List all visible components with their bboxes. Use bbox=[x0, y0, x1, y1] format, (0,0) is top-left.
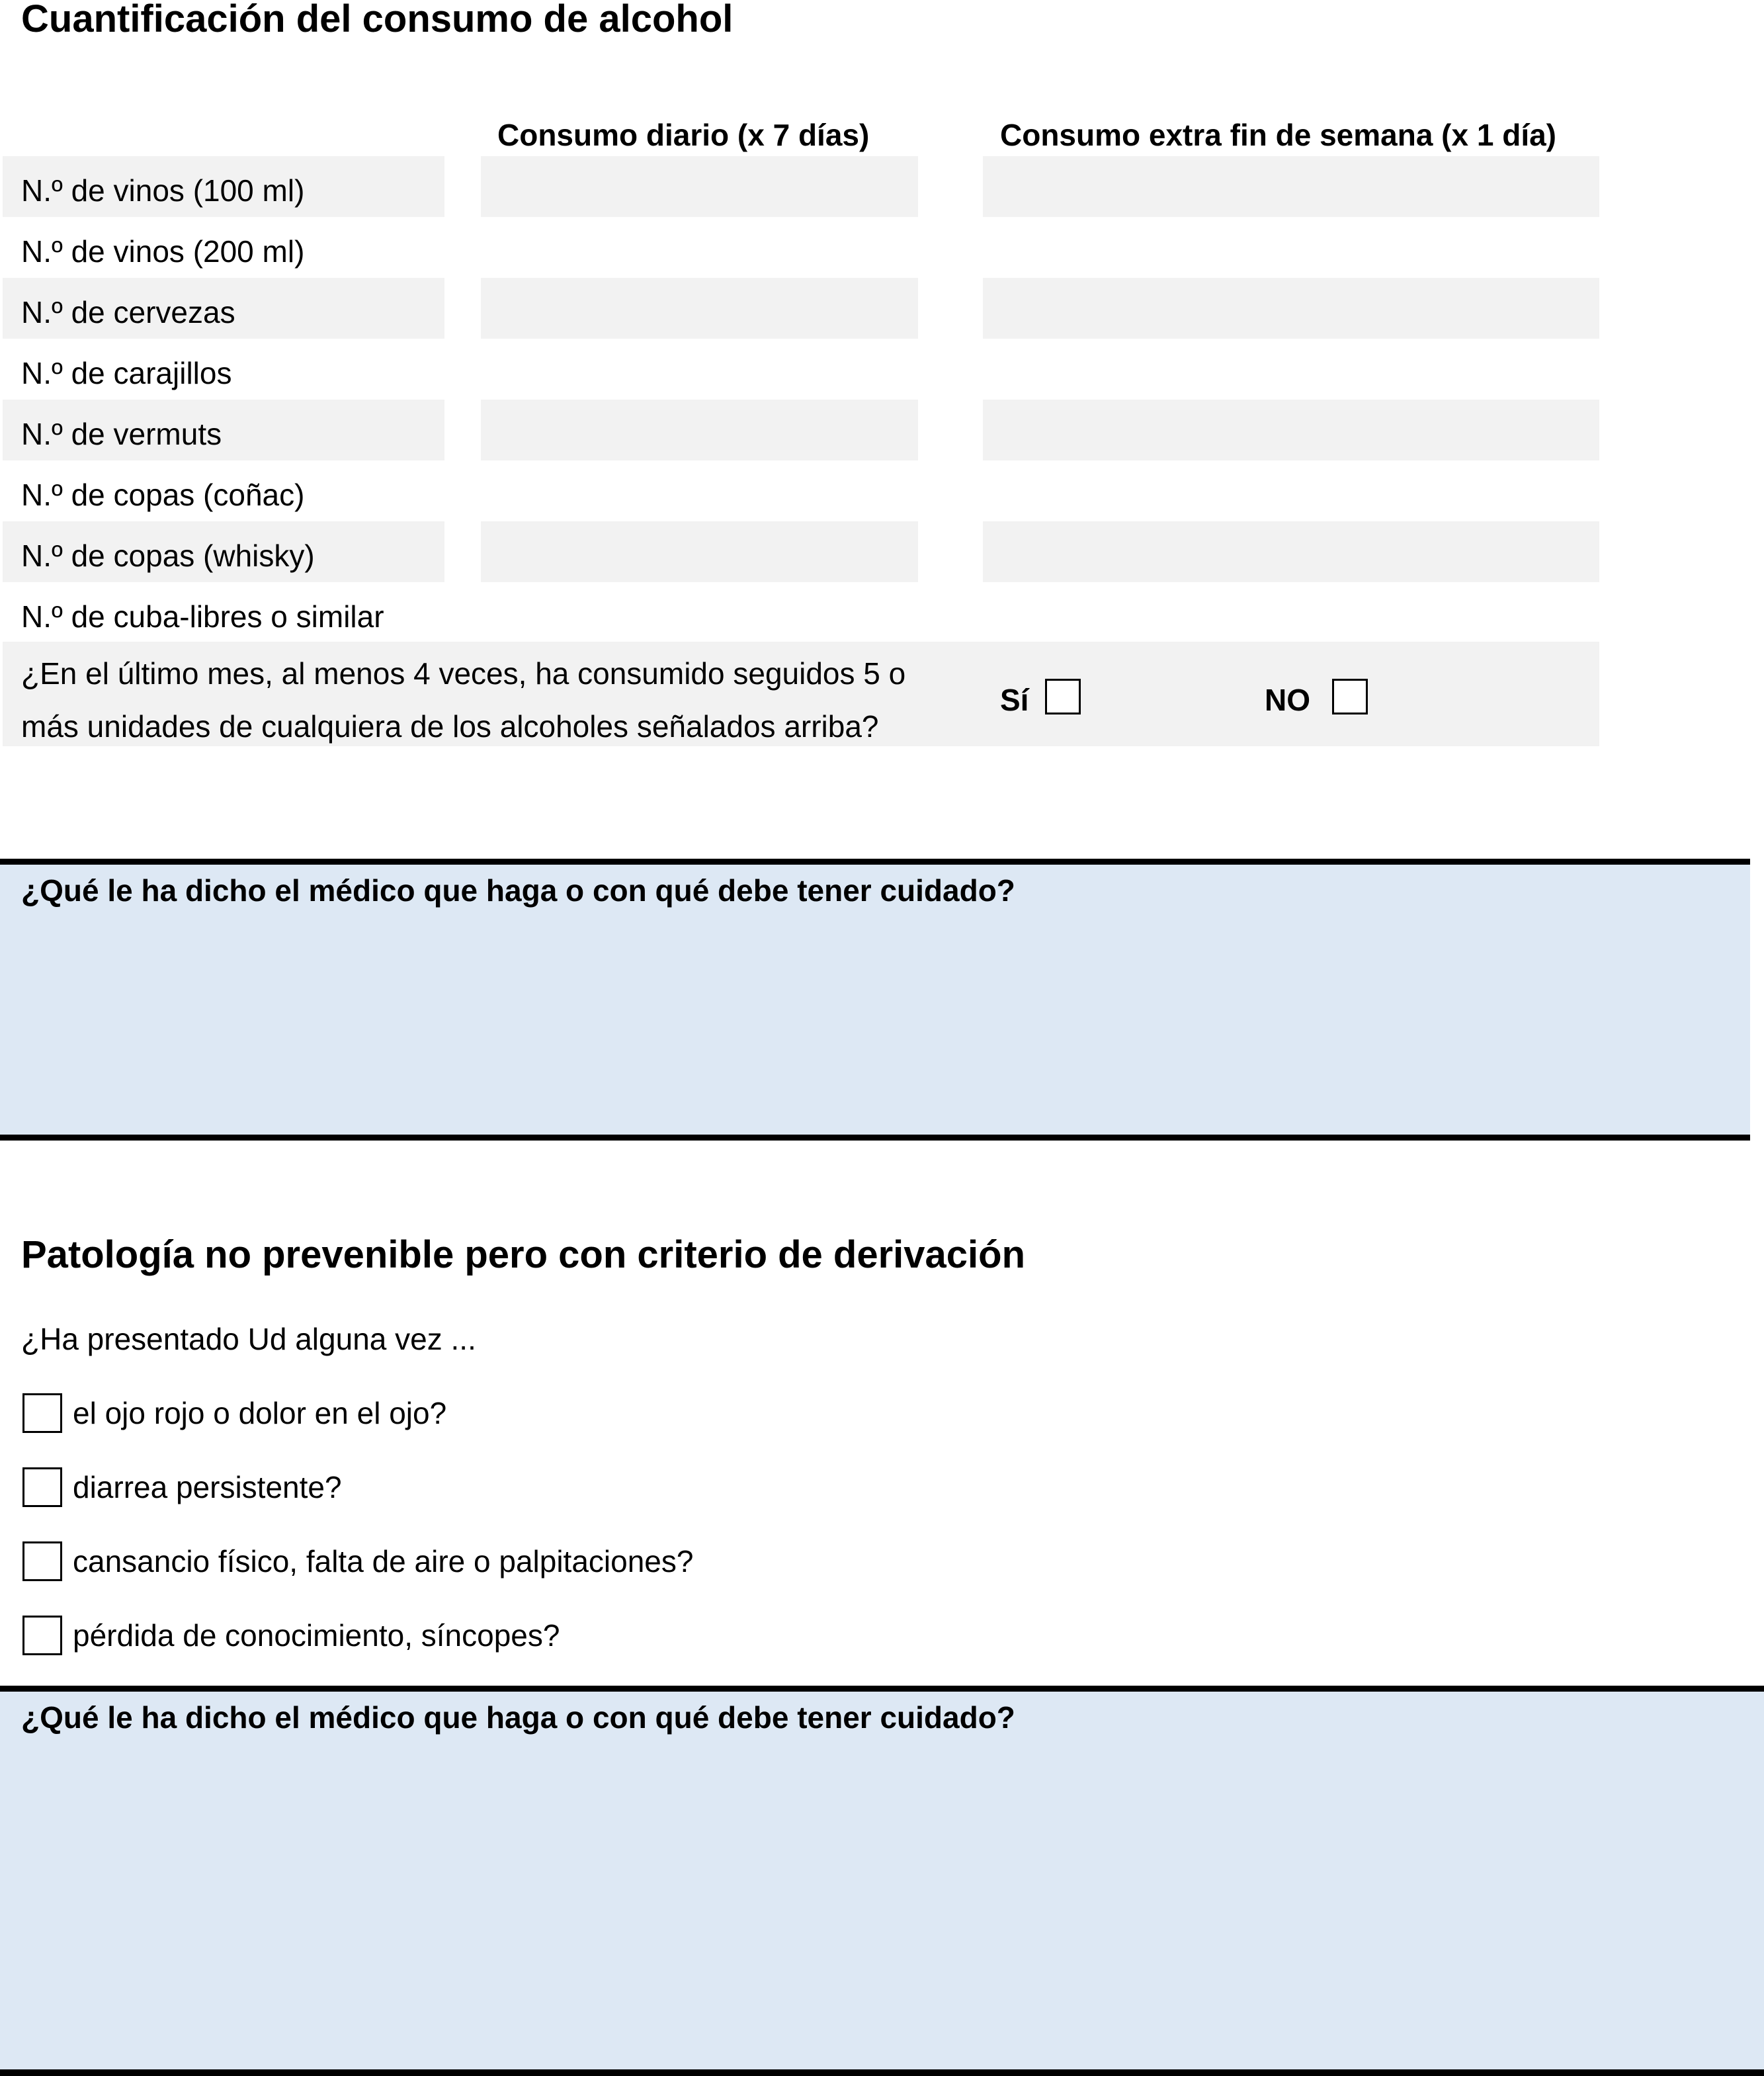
weekend-cell[interactable] bbox=[983, 339, 1599, 400]
binge-question-line2: más unidades de cualquiera de los alcoholes señalados arriba? bbox=[21, 709, 879, 744]
daily-input[interactable] bbox=[481, 521, 918, 582]
doctor-advice-question-2: ¿Qué le ha dicho el médico que haga o con qué debe tener cuidado? bbox=[21, 1700, 1015, 1735]
item-checkbox[interactable] bbox=[22, 1393, 62, 1433]
item-label: el ojo rojo o dolor en el ojo? bbox=[73, 1396, 447, 1430]
daily-cell[interactable] bbox=[481, 156, 918, 217]
row-label: N.º de carajillos bbox=[21, 356, 232, 390]
weekend-input[interactable] bbox=[983, 400, 1599, 460]
weekend-cell[interactable] bbox=[983, 400, 1599, 460]
no-label: NO bbox=[1265, 683, 1310, 717]
item-checkbox[interactable] bbox=[22, 1616, 62, 1655]
yes-checkbox[interactable] bbox=[1045, 679, 1081, 714]
item-checkbox[interactable] bbox=[22, 1541, 62, 1581]
row-label: N.º de copas (coñac) bbox=[21, 478, 305, 512]
row-label: N.º de vinos (100 ml) bbox=[21, 173, 305, 208]
pathology-intro: ¿Ha presentado Ud alguna vez ... bbox=[21, 1322, 476, 1356]
weekend-cell[interactable] bbox=[983, 156, 1599, 217]
weekend-input[interactable] bbox=[983, 339, 1599, 400]
pathology-section-title: Patología no prevenible pero con criterio de derivación bbox=[21, 1233, 1026, 1276]
daily-cell[interactable] bbox=[481, 339, 918, 400]
alcohol-section-title: Cuantificación del consumo de alcohol bbox=[21, 0, 734, 40]
daily-cell[interactable] bbox=[481, 582, 918, 643]
daily-input[interactable] bbox=[481, 339, 918, 400]
weekend-cell[interactable] bbox=[983, 460, 1599, 521]
daily-input[interactable] bbox=[481, 582, 918, 643]
daily-cell[interactable] bbox=[481, 278, 918, 339]
weekend-column-header: Consumo extra fin de semana (x 1 día) bbox=[1000, 118, 1557, 152]
doctor-advice-box-1 bbox=[0, 859, 1750, 1141]
daily-column-header: Consumo diario (x 7 días) bbox=[497, 118, 870, 152]
item-label: diarrea persistente? bbox=[73, 1470, 342, 1504]
daily-cell[interactable] bbox=[481, 521, 918, 582]
weekend-cell[interactable] bbox=[983, 582, 1599, 643]
daily-input[interactable] bbox=[481, 278, 918, 339]
daily-cell[interactable] bbox=[481, 217, 918, 278]
no-checkbox[interactable] bbox=[1332, 679, 1368, 714]
item-label: pérdida de conocimiento, síncopes? bbox=[73, 1618, 560, 1653]
weekend-input[interactable] bbox=[983, 278, 1599, 339]
yes-label: Sí bbox=[1000, 683, 1029, 717]
weekend-cell[interactable] bbox=[983, 521, 1599, 582]
daily-cell[interactable] bbox=[481, 460, 918, 521]
row-label: N.º de copas (whisky) bbox=[21, 539, 315, 573]
daily-input[interactable] bbox=[481, 217, 918, 278]
doctor-advice-input-2[interactable] bbox=[21, 1745, 1743, 2056]
doctor-advice-box-2 bbox=[0, 1686, 1764, 2076]
weekend-input[interactable] bbox=[983, 582, 1599, 643]
daily-cell[interactable] bbox=[481, 400, 918, 460]
weekend-cell[interactable] bbox=[983, 278, 1599, 339]
item-checkbox[interactable] bbox=[22, 1467, 62, 1507]
doctor-advice-question-1: ¿Qué le ha dicho el médico que haga o con qué debe tener cuidado? bbox=[21, 873, 1015, 908]
doctor-advice-input-1[interactable] bbox=[21, 918, 1729, 1121]
daily-input[interactable] bbox=[481, 460, 918, 521]
weekend-input[interactable] bbox=[983, 460, 1599, 521]
weekend-input[interactable] bbox=[983, 156, 1599, 217]
row-label: N.º de cervezas bbox=[21, 295, 235, 329]
row-label: N.º de vinos (200 ml) bbox=[21, 234, 305, 269]
binge-question-line1: ¿En el último mes, al menos 4 veces, ha consumido seguidos 5 o bbox=[21, 656, 906, 691]
weekend-cell[interactable] bbox=[983, 217, 1599, 278]
item-label: cansancio físico, falta de aire o palpitaciones? bbox=[73, 1544, 694, 1579]
row-label: N.º de vermuts bbox=[21, 417, 222, 451]
daily-input[interactable] bbox=[481, 156, 918, 217]
row-label: N.º de cuba-libres o similar bbox=[21, 599, 384, 634]
weekend-input[interactable] bbox=[983, 521, 1599, 582]
daily-input[interactable] bbox=[481, 400, 918, 460]
weekend-input[interactable] bbox=[983, 217, 1599, 278]
